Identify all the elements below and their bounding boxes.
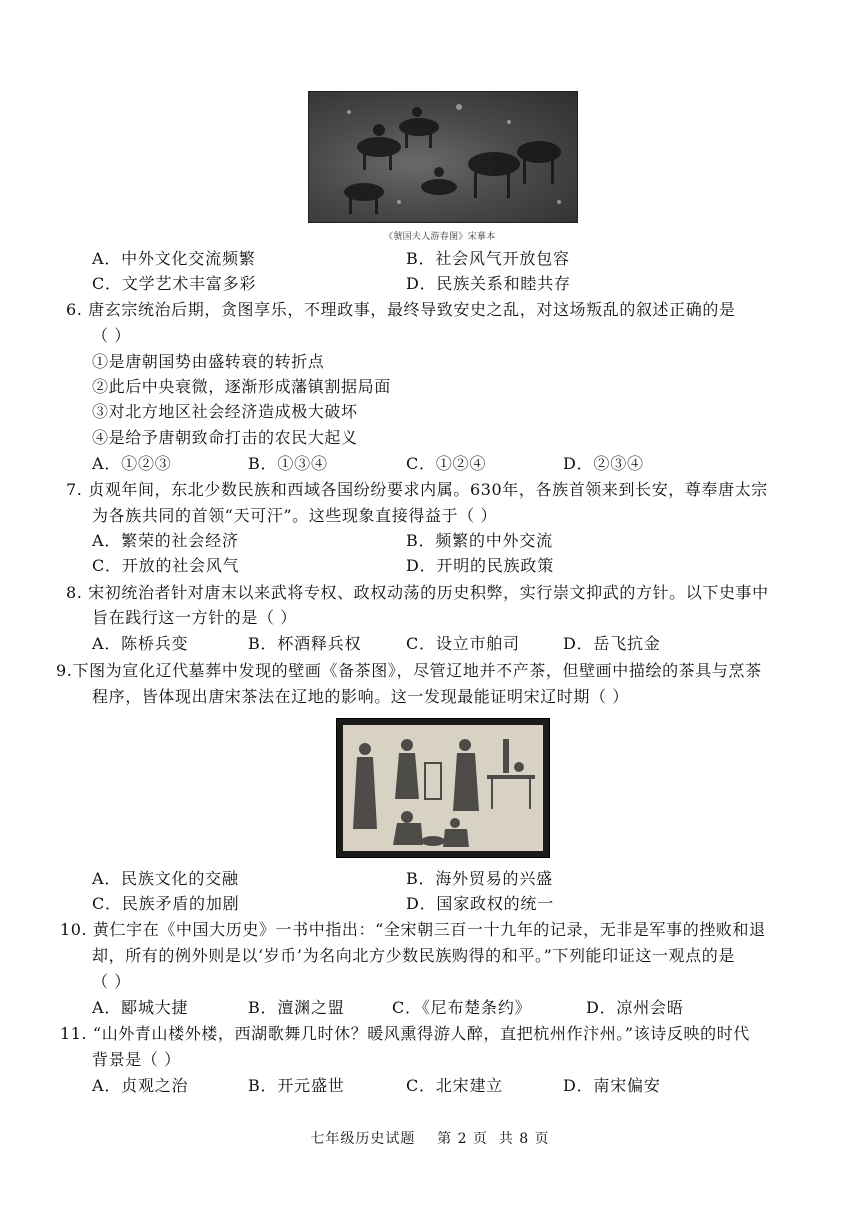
painting-bei-cha-tu-image — [336, 718, 550, 858]
q9-option-b: B．海外贸易的兴盛 — [406, 869, 553, 888]
q11-option-d: D．南宋偏安 — [563, 1076, 661, 1095]
q10-option-b: B．澶渊之盟 — [248, 998, 345, 1017]
q6-stem: 6. 唐玄宗统治后期，贪图享乐，不理政事，最终导致安史之乱，对这场叛乱的叙述正确的是 — [66, 300, 736, 319]
q11-option-b: B．开元盛世 — [248, 1076, 345, 1095]
q8-stem-line1: 8. 宋初统治者针对唐末以来武将专权、政权动荡的历史积弊，实行崇文抑武的方针。以下史事中 — [66, 583, 769, 602]
q7-stem-line2: 为各族共同的首领“天可汗”。这些现象直接得益于（ ） — [92, 506, 498, 525]
q10-option-c: C．《尼布楚条约》 — [392, 998, 532, 1017]
q9-option-c: C．民族矛盾的加剧 — [92, 894, 240, 913]
q8-option-d: D．岳飞抗金 — [563, 634, 661, 653]
q6-item-4: ④是给予唐朝致命打击的农民大起义 — [92, 428, 358, 447]
q5-option-b: B．社会风气开放包容 — [406, 249, 570, 268]
q5-option-c: C．文学艺术丰富多彩 — [92, 274, 257, 293]
q6-option-b: B．①③④ — [248, 454, 328, 473]
painting-guoguo-furen-image — [308, 91, 578, 223]
q6-option-d: D．②③④ — [563, 454, 644, 473]
q11-option-c: C．北宋建立 — [406, 1076, 504, 1095]
q11-option-a: A．贞观之治 — [92, 1076, 189, 1095]
q11-stem-line1: 11. “山外青山楼外楼，西湖歌舞几时休？暖风熏得游人醉，直把杭州作汴州。”该诗反映的时代 — [60, 1024, 750, 1043]
q10-stem-line1: 10. 黄仁宇在《中国大历史》一书中指出：“全宋朝三百一十九年的记录，无非是军事的挫败和退 — [60, 920, 766, 939]
q10-stem-line2: 却，所有的例外则是以‘岁币’为名向北方少数民族购得的和平。”下列能印证这一观点的是 — [92, 946, 735, 965]
q11-stem-line2: 背景是（ ） — [92, 1050, 181, 1069]
q8-option-c: C．设立市舶司 — [406, 634, 520, 653]
q6-item-2: ②此后中央衰微，逐渐形成藩镇割据局面 — [92, 377, 391, 396]
q10-option-d: D．凉州会晤 — [586, 998, 684, 1017]
q6-answer-paren: （ ） — [92, 326, 131, 345]
q8-stem-line2: 旨在践行这一方针的是（ ） — [92, 608, 297, 627]
q7-option-d: D．开明的民族政策 — [406, 556, 555, 575]
q9-stem-line2: 程序，皆体现出唐宋茶法在辽地的影响。这一发现最能证明宋辽时期（ ） — [92, 687, 629, 706]
q6-item-3: ③对北方地区社会经济造成极大破坏 — [92, 402, 358, 421]
q6-item-1: ①是唐朝国势由盛转衰的转折点 — [92, 352, 325, 371]
q5-option-a: A．中外文化交流频繁 — [92, 249, 256, 268]
q8-option-b: B．杯酒释兵权 — [248, 634, 362, 653]
q6-option-a: A．①②③ — [92, 454, 172, 473]
q8-option-a: A．陈桥兵变 — [92, 634, 189, 653]
q6-option-c: C．①②④ — [406, 454, 487, 473]
q10-option-a: A．郾城大捷 — [92, 998, 189, 1017]
q9-option-d: D．国家政权的统一 — [406, 894, 555, 913]
q10-answer-paren: （ ） — [92, 972, 131, 991]
q5-option-d: D．民族关系和睦共存 — [406, 274, 571, 293]
q7-stem-line1: 7. 贞观年间，东北少数民族和西域各国纷纷要求内属。630年，各族首领来到长安，尊奉唐太宗 — [66, 480, 768, 499]
painting-horses-riders-graphic — [309, 92, 577, 222]
q9-option-a: A．民族文化的交融 — [92, 869, 239, 888]
q7-option-b: B．频繁的中外交流 — [406, 531, 553, 550]
figure-caption: 《虢国夫人游春图》宋摹本 — [384, 232, 496, 242]
page-footer: 七年级历史试题 第 2 页 共 8 页 — [310, 1131, 550, 1147]
q9-stem-line1: 9.下图为宣化辽代墓葬中发现的壁画《备茶图》，尽管辽地并不产茶，但壁画中描绘的茶具与烹茶 — [56, 661, 762, 680]
q7-option-a: A．繁荣的社会经济 — [92, 531, 239, 550]
q7-option-c: C．开放的社会风气 — [92, 556, 240, 575]
mural-tea-preparation-graphic — [337, 719, 549, 857]
